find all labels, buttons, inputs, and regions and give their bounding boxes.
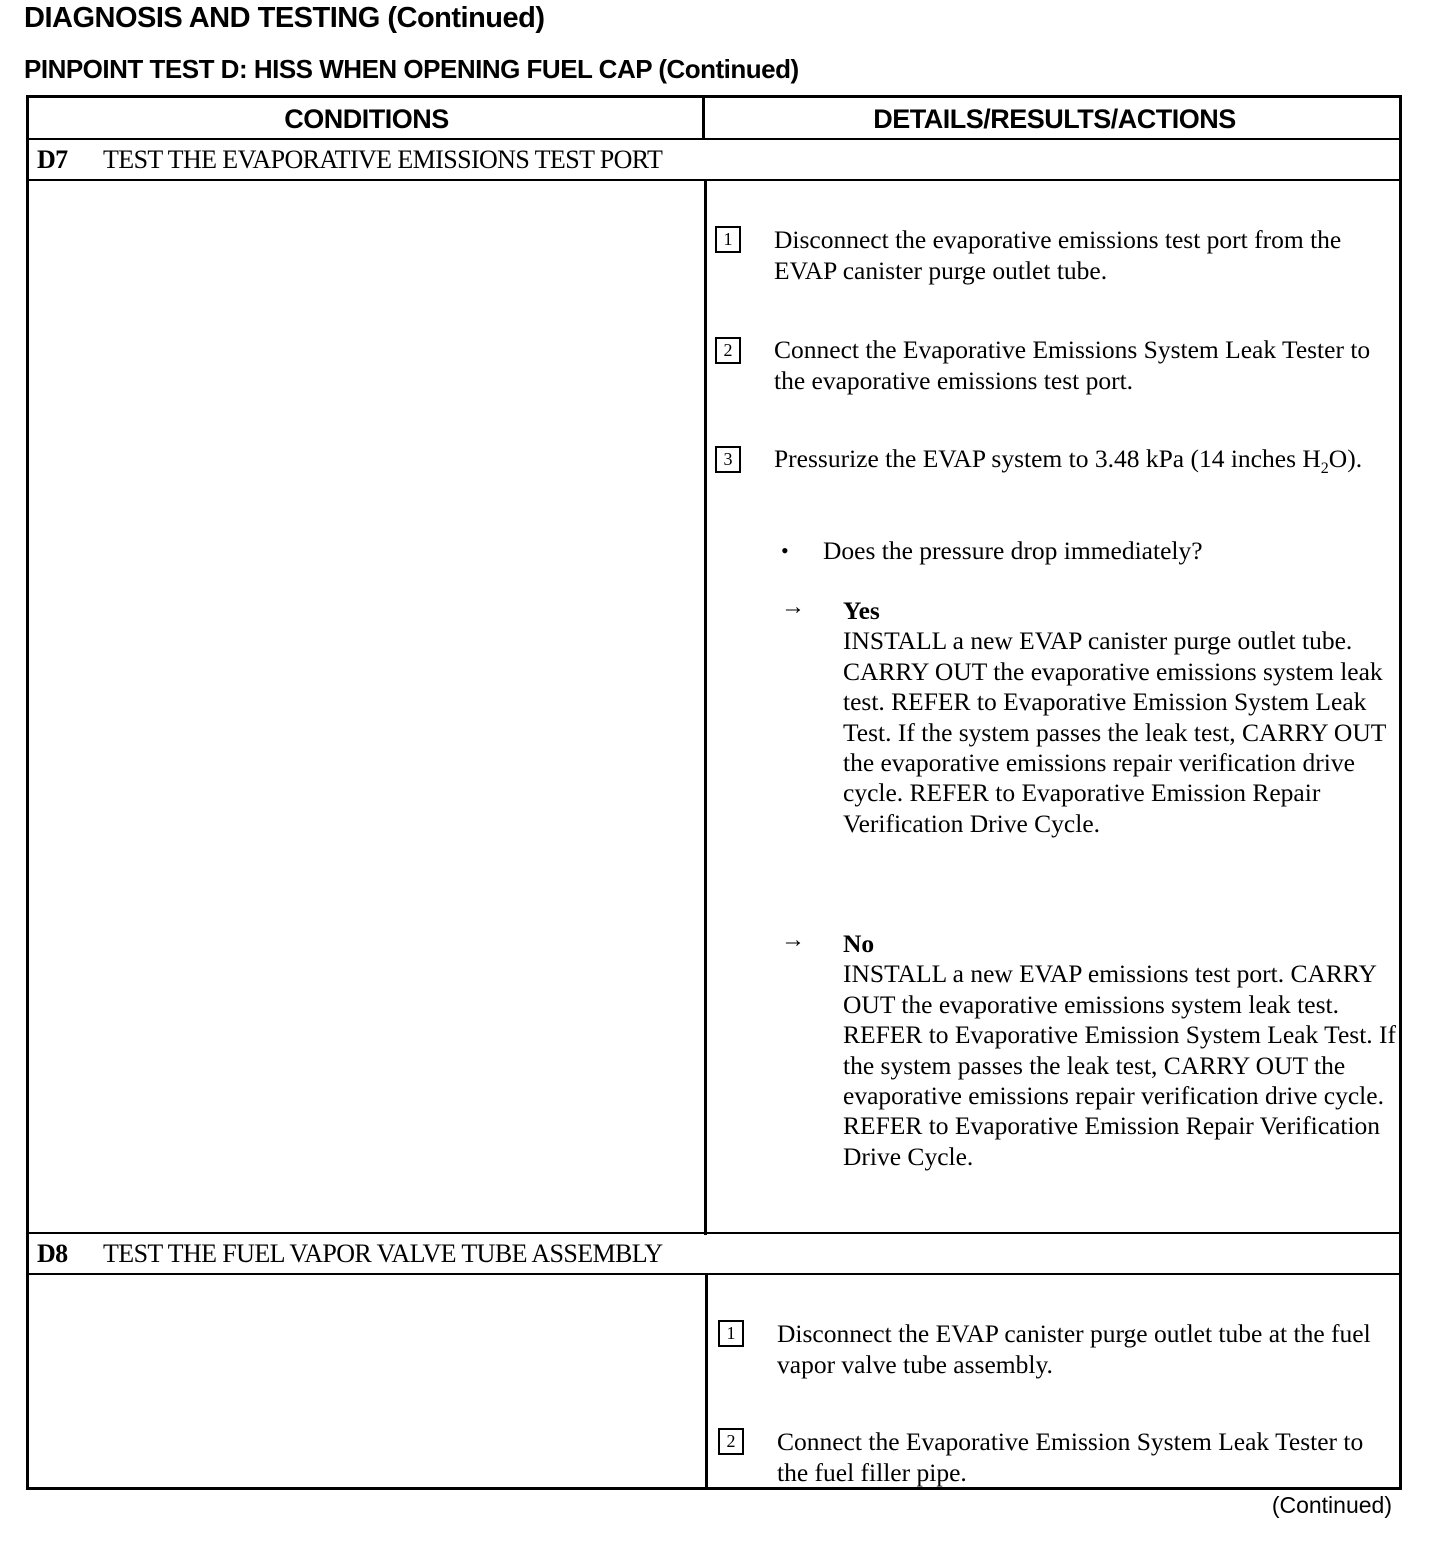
step-number-box: 1 bbox=[718, 1320, 744, 1347]
step-number-box: 1 bbox=[715, 226, 741, 253]
answer-yes bbox=[843, 596, 1403, 839]
column-divider bbox=[704, 180, 707, 1235]
step-title: TEST THE FUEL VAPOR VALVE TUBE ASSEMBLY bbox=[103, 1239, 663, 1268]
action-text: Connect the Evaporative Emissions System Leak Tester to the evaporative emissions test port. bbox=[774, 335, 1371, 395]
rule bbox=[29, 1273, 1399, 1275]
action-text: Pressurize the EVAP system to 3.48 kPa (14 inches $H_2O$). bbox=[774, 444, 1363, 478]
answer-label: Yes bbox=[843, 596, 880, 625]
column-header-conditions: CONDITIONS bbox=[284, 104, 449, 134]
column-divider bbox=[705, 1274, 708, 1490]
rule bbox=[29, 179, 1399, 181]
diagnosis-table bbox=[26, 95, 1402, 1490]
answer-no bbox=[843, 929, 1403, 1172]
continued-label: (Continued) bbox=[1271, 1492, 1392, 1518]
page-title: DIAGNOSIS AND TESTING (Continued) bbox=[24, 2, 545, 34]
action-text: Connect the Evaporative Emission System Leak Tester to the fuel filler pipe. bbox=[777, 1427, 1364, 1487]
step-title: TEST THE EVAPORATIVE EMISSIONS TEST PORT bbox=[103, 145, 663, 174]
pinpoint-test-title: PINPOINT TEST D: HISS WHEN OPENING FUEL CAP (Continued) bbox=[24, 54, 799, 84]
header-divider bbox=[702, 98, 705, 139]
step-number-box: 3 bbox=[715, 446, 741, 473]
action-text: Disconnect the evaporative emissions test port from the EVAP canister purge outlet tube. bbox=[774, 225, 1342, 285]
question-text: Does the pressure drop immediately? bbox=[823, 536, 1203, 565]
arrow-right-icon: → bbox=[781, 594, 805, 620]
bullet: • bbox=[781, 538, 789, 563]
column-header-details: DETAILS/RESULTS/ACTIONS bbox=[873, 104, 1236, 134]
step-d7-heading bbox=[37, 140, 662, 180]
step-id: D8 bbox=[37, 1239, 68, 1268]
answer-text: INSTALL a new EVAP canister purge outlet tube. CARRY OUT the evaporative emissions system leak test. REFER to Evaporative Emission System Leak Test. If the system passes the leak test, CARRY OUT the evaporative emissions repair verification drive cycle. REFER to Evaporative Emission Repair Verification Drive Cycle. bbox=[843, 626, 1386, 838]
answer-text: INSTALL a new EVAP emissions test port. CARRY OUT the evaporative emissions system leak test. REFER to Evaporative Emission System Leak Test. If the system passes the leak test, CARRY OUT the evaporative emissions repair verification drive cycle. REFER to Evaporative Emission Repair Verification Drive Cycle. bbox=[843, 959, 1397, 1171]
step-number-box: 2 bbox=[715, 337, 741, 364]
step-d8-heading bbox=[37, 1234, 663, 1274]
answer-label: No bbox=[843, 929, 875, 958]
step-number-box: 2 bbox=[718, 1428, 744, 1455]
arrow-right-icon: → bbox=[781, 927, 805, 953]
step-id: D7 bbox=[37, 145, 68, 174]
action-text: Disconnect the EVAP canister purge outlet tube at the fuel vapor valve tube assembly. bbox=[777, 1319, 1371, 1379]
